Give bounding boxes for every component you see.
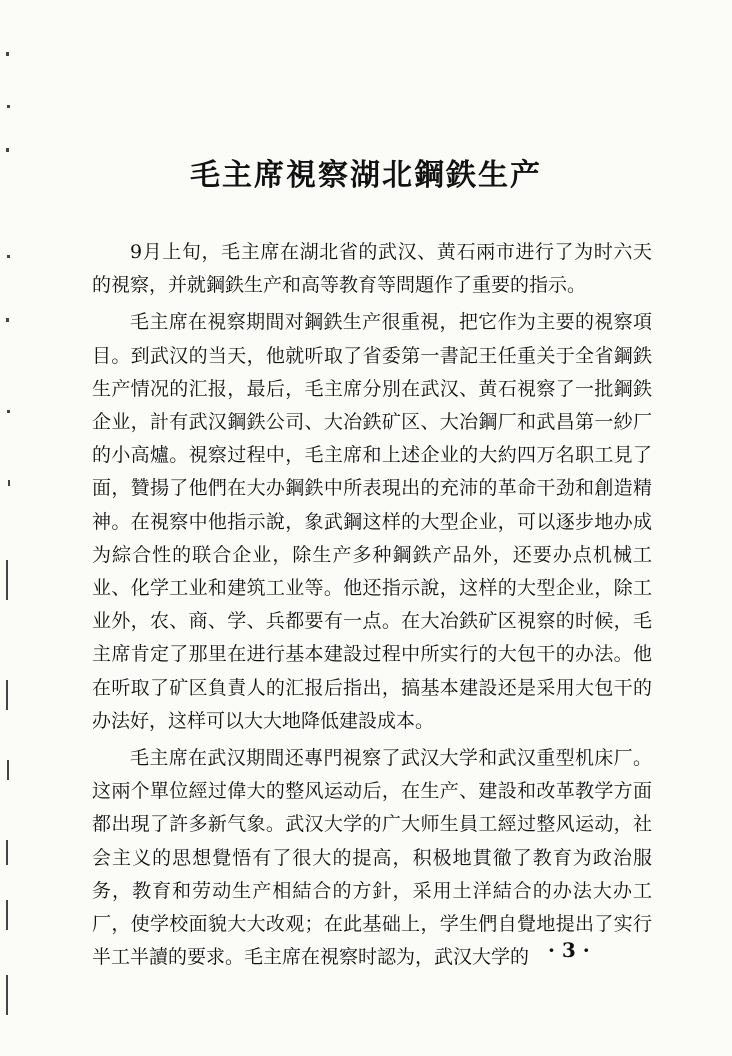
binding-mark (8, 480, 10, 486)
binding-mark (6, 900, 8, 930)
binding-mark (7, 410, 10, 413)
binding-mark (6, 318, 9, 322)
binding-mark (6, 560, 8, 600)
binding-mark (7, 255, 10, 258)
binding-mark (6, 52, 9, 56)
binding-mark (6, 975, 8, 1015)
page-number: · 3 · (548, 938, 590, 962)
paragraph: 毛主席在武汉期間还專門視察了武汉大学和武汉重型机床厂。这兩个單位經过偉大的整风运动后，在生产、建設和改革教学方面都出現了許多新气象。武汉大学的广大师生員工經过整风运动，社会主义的思想覺悟有了很大的提高，积极地貫徹了教育为政治服务，教育和劳动生产相結合的方針，采用土洋結合的办法大办工厂，使学校面貌大大改观；在此基础上，学生們自覺地提出了实行半工半讀的要求。毛主席在視察时認为，武汉大学的 (92, 747, 652, 969)
article-body (92, 236, 652, 978)
binding-mark (6, 840, 8, 865)
paragraph: 毛主席在視察期間对鋼鉄生产很重視，把它作为主要的視察項目。到武汉的当天，他就听取了省委第一書記王任重关于全省鋼鉄生产情况的汇报，最后，毛主席分別在武汉、黄石視察了一批鋼鉄企业，計有武汉鋼鉄公司、大冶鉄矿区、大冶鋼厂和武昌第一紗厂的小高爐。視察过程中，毛主席和上述企业的大約四万名职工見了面，贊揚了他們在大办鋼鉄中所表現出的充沛的革命干劲和創造精神。在視察中他指示說，象武鋼这样的大型企业，可以逐步地办成为綜合性的联合企业，除生产多种鋼鉄产品外，还要办点机械工业、化学工业和建筑工业等。他还指示說，这样的大型企业，除工业外，农、商、学、兵都要有一点。在大冶鉄矿区視察的时候，毛主席肯定了那里在进行基本建設过程中所实行的大包干的办法。他在听取了矿区負責人的汇报后指出，搞基本建設还是采用大包干的办法好，这样可以大大地降低建設成本。 (92, 311, 652, 732)
binding-mark (6, 680, 8, 710)
binding-mark (7, 105, 10, 108)
paragraph: 9月上旬，毛主席在湖北省的武汉、黄石兩市进行了为时六天的視察，并就鋼鉄生产和高等教育等問題作了重要的指示。 (92, 241, 652, 297)
article-title: 毛主席視察湖北鋼鉄生产 (190, 158, 542, 193)
binding-mark (7, 760, 9, 780)
